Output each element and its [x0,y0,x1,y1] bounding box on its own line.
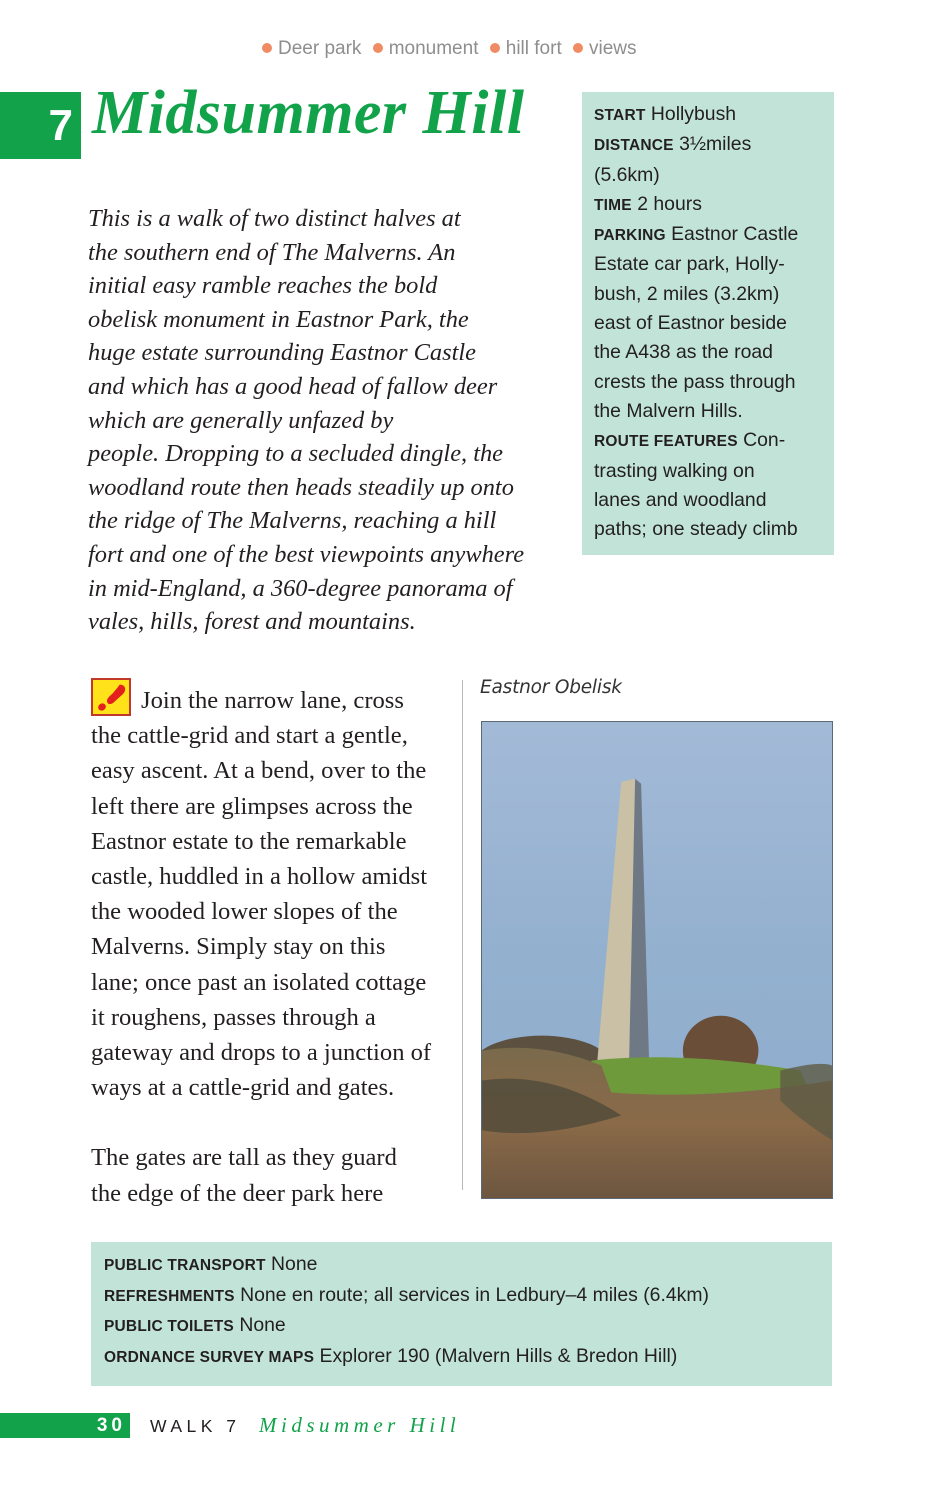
parking-label: PARKING [594,227,666,245]
intro-line: huge estate surrounding Eastnor Castle [88,339,476,367]
info-parking [594,220,824,250]
route-line: paths; one steady climb [594,518,798,541]
bullet-icon [573,43,583,53]
directions-line: the edge of the deer park here [91,1179,384,1207]
directions-text [91,678,451,1211]
info-start [594,100,824,130]
parking-line: crests the pass through [594,370,796,393]
time-value: 2 hours [637,192,702,215]
parking-line: the Malvern Hills. [594,399,743,422]
fact-value: Explorer 190 (Malvern Hills & Bredon Hill) [319,1344,678,1367]
footer-walk-label: WALK 7 [150,1416,241,1436]
directions-line: it roughens, passes through a [91,1003,376,1031]
info-distance [594,130,824,160]
intro-line: in mid-England, a 360-degree panorama of [88,574,513,602]
walk-number-badge: 7 [0,92,81,159]
bullet-icon [490,43,500,53]
bullet-icon [262,43,272,53]
distance-value: 3½miles [679,133,752,156]
bullet-icon [373,43,383,53]
page-number: 30 [0,1413,130,1438]
intro-paragraph [88,202,568,639]
directions-line: The gates are tall as they guard [91,1144,397,1172]
fact-row [104,1281,832,1312]
directions-line: castle, huddled in a hollow amidst [91,863,428,891]
intro-line: vales, hills, forest and mountains. [88,608,416,636]
fact-row [104,1250,832,1281]
directions-line: the cattle-grid and start a gentle, [91,722,408,750]
fact-label: PUBLIC TOILETS [104,1318,234,1335]
column-divider [462,680,463,1190]
parking-value: Eastnor Castle [671,223,799,246]
intro-line: and which has a good head of fallow deer [88,372,498,400]
route-value: Con- [743,429,786,452]
directions-line: gateway and drops to a junction of [91,1039,432,1067]
tag-monument: monument [388,38,479,59]
obelisk-illustration [482,722,832,1198]
fact-label: REFRESHMENTS [104,1287,235,1305]
info-time [594,190,824,220]
fact-label: ORDNANCE SURVEY MAPS [104,1348,315,1366]
intro-line: which are generally unfazed by [88,406,394,434]
fact-row [104,1342,832,1373]
photo-caption: Eastnor Obelisk [480,677,622,698]
directions-line [91,678,451,718]
fact-value: None [271,1253,318,1275]
walk-info-panel [582,92,834,555]
directions-line: left there are glimpses across the [91,792,413,820]
obelisk-photo [481,721,833,1199]
intro-line: fort and one of the best viewpoints anywhere [88,540,525,568]
directions-line: Eastnor estate to the remarkable [91,827,407,855]
fact-value: None [239,1314,286,1336]
directions-line-text: Join the narrow lane, cross [141,687,404,714]
intro-line: initial easy ramble reaches the bold [88,272,438,300]
start-value: Hollybush [650,103,737,125]
route-label: ROUTE FEATURES [594,433,738,451]
page-title: Midsummer Hill [92,79,525,147]
parking-line: Estate car park, Holly- [594,253,785,276]
directions-line: ways at a cattle-grid and gates. [91,1074,395,1102]
feature-tagline [262,38,643,60]
directions-line: lane; once past an isolated cottage [91,968,427,996]
facts-panel [91,1242,832,1386]
distance-label: DISTANCE [594,137,674,155]
route-line: lanes and woodland [594,488,767,511]
fact-row [104,1311,832,1342]
time-label: TIME [594,196,632,214]
intro-line: This is a walk of two distinct halves at [88,205,461,232]
parking-line: the A438 as the road [594,341,773,364]
start-label: START [594,107,646,124]
intro-line: woodland route then heads steadily up onto [88,473,514,501]
intro-line: the ridge of The Malverns, reaching a hill [88,507,497,535]
paragraph-gap [91,1105,451,1140]
boot-step-icon [91,678,131,716]
fact-value: None en route; all services in Ledbury–4 miles (6.4km) [240,1283,709,1306]
parking-line: bush, 2 miles (3.2km) [594,282,780,305]
tag-deer-park: Deer park [278,38,362,59]
info-route [594,426,824,456]
intro-line: the southern end of The Malverns. An [88,238,456,266]
route-line: trasting walking on [594,459,755,482]
intro-line: obelisk monument in Eastnor Park, the [88,305,469,333]
directions-line: Malverns. Simply stay on this [91,933,386,961]
fact-label: PUBLIC TRANSPORT [104,1257,266,1274]
directions-line: the wooded lower slopes of the [91,898,398,926]
footer-walk-title: Midsummer Hill [259,1413,461,1437]
intro-line: people. Dropping to a secluded dingle, the [88,440,504,468]
tag-hill-fort: hill fort [505,38,562,59]
directions-line: easy ascent. At a bend, over to the [91,757,427,785]
tag-views: views [589,38,637,59]
distance-value-km: (5.6km) [594,163,660,186]
parking-line: east of Eastnor beside [594,312,787,335]
